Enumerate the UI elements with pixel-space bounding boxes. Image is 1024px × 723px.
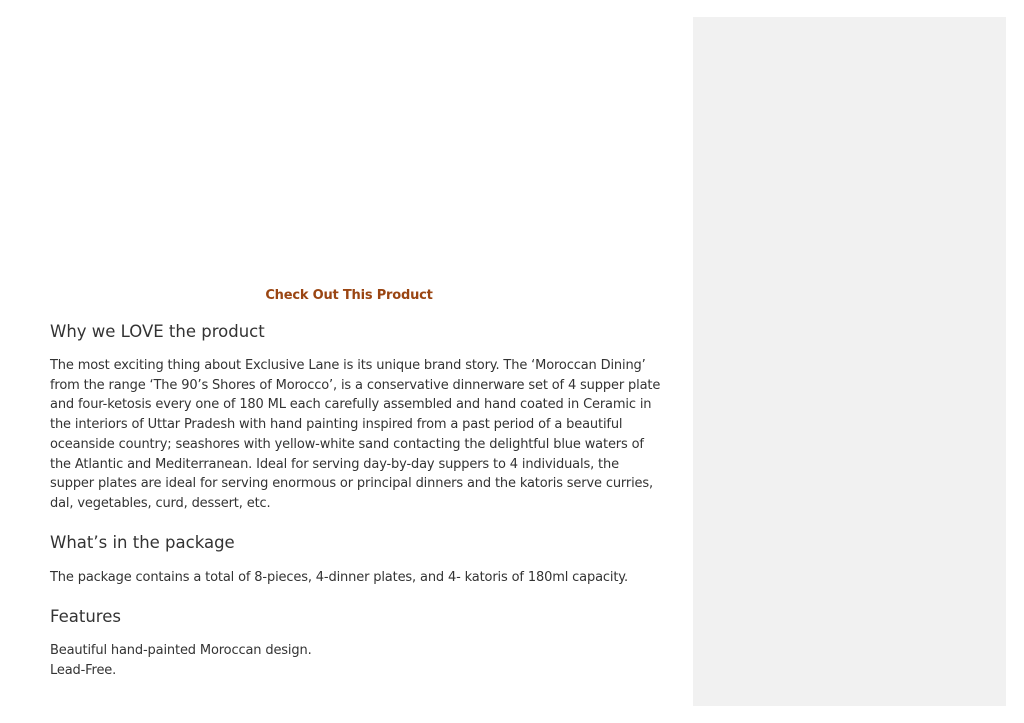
package-paragraph: The package contains a total of 8-pieces, 4-dinner plates, and 4- katoris of 180ml capacity. — [50, 569, 628, 585]
cta-container — [50, 276, 662, 308]
features-list — [50, 641, 662, 680]
product-image-placeholder — [50, 0, 662, 276]
brand-story-paragraph: The most exciting thing about Exclusive Lane is its unique brand story. The ‘Moroccan Dining’ from the range ‘The 90’s Shores of Morocco’, is a conservative dinnerware set of 4 supper plate and four-ketosis every one of 180 ML each carefully assembled and hand coated in Ceramic in the interiors of Uttar Pradesh with hand painting inspired from a past period of a beautiful oceanside country; seashores with yellow-white sand contacting the delightful blue waters of the Atlantic and Mediterranean. Ideal for serving day-by-day suppers to 4 individuals, the supper plates are ideal for serving enormous or principal dinners and the katoris serve curries, dal, vegetables, curd, dessert, etc. — [50, 358, 661, 511]
sidebar-panel — [693, 17, 1006, 706]
feature-item: Beautiful hand-painted Moroccan design. — [50, 643, 312, 659]
package-heading: What’s in the package — [50, 532, 235, 552]
article-content — [50, 0, 662, 681]
why-love-heading: Why we LOVE the product — [50, 322, 265, 341]
check-out-product-link[interactable]: Check Out This Product — [265, 288, 433, 303]
feature-item: Lead-Free. — [50, 663, 117, 679]
features-heading: Features — [50, 607, 121, 627]
